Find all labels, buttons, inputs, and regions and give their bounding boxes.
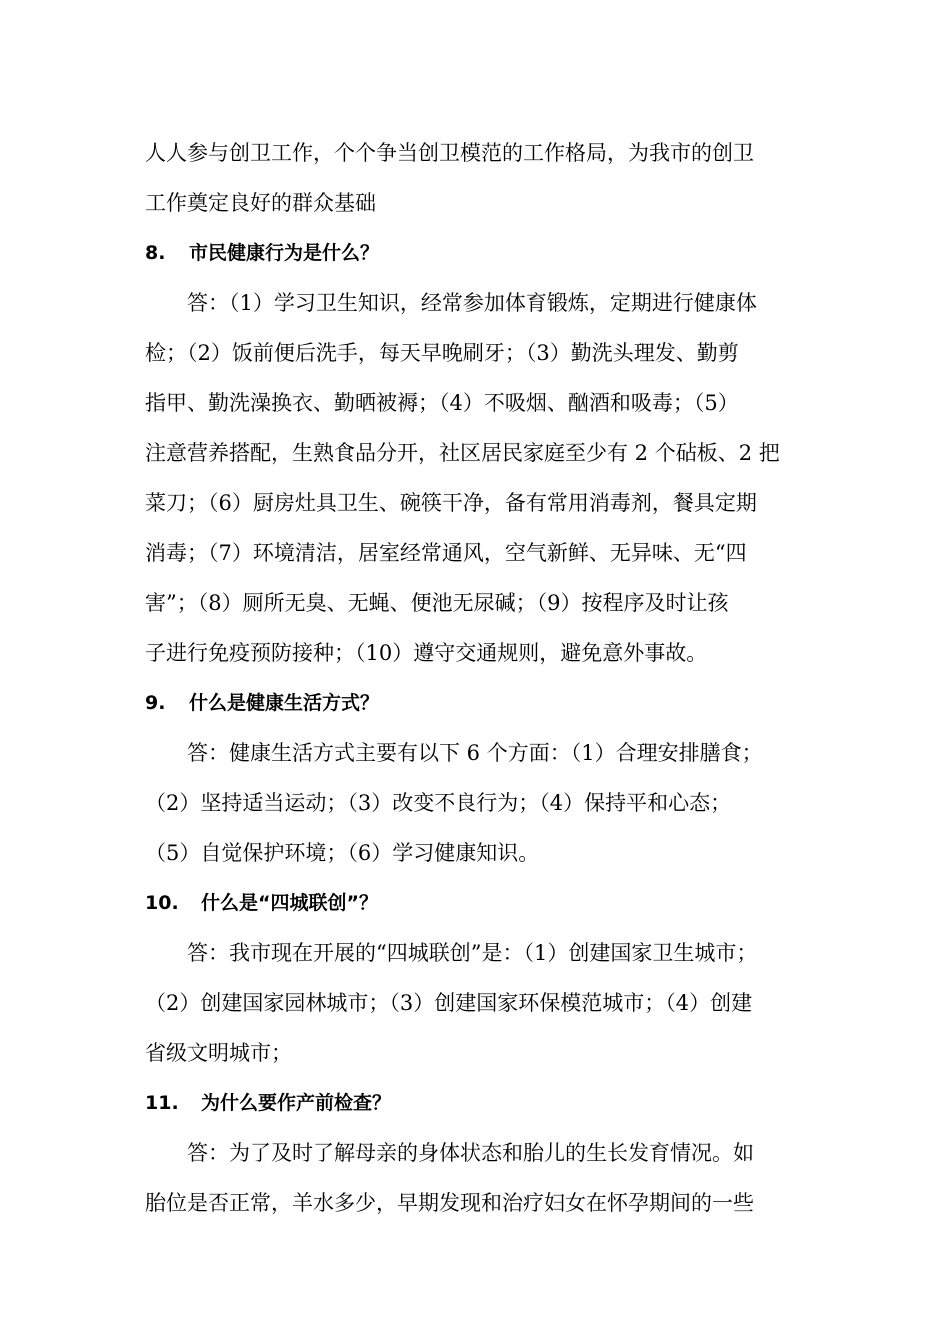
paragraph-line: 答：健康生活方式主要有以下 6 个方面：（1）合理安排膳食； <box>187 741 763 765</box>
paragraph-line: 检；（2）饭前便后洗手，每天早晚刷牙；（3）勤洗头理发、勤剪 <box>145 341 739 365</box>
question-text: 什么是健康生活方式？ <box>189 692 380 714</box>
question-text: 市民健康行为是什么？ <box>189 242 380 264</box>
answer-paragraph-10 <box>145 928 817 1078</box>
question-number: 9. <box>145 692 166 714</box>
intro-paragraph <box>145 128 817 228</box>
paragraph-line: 消毒；（7）环境清洁，居室经常通风，空气新鲜、无异味、无“四 <box>145 541 747 565</box>
question-heading-9 <box>145 678 817 728</box>
paragraph-line: 菜刀；（6）厨房灶具卫生、碗筷干净，备有常用消毒剂，餐具定期 <box>145 491 757 515</box>
paragraph-line: 答：我市现在开展的“四城联创”是：（1）创建国家卫生城市； <box>187 941 758 965</box>
paragraph-line: 人人参与创卫工作，个个争当创卫模范的工作格局，为我市的创卫 <box>145 141 754 165</box>
question-text: 什么是“四城联创”？ <box>201 892 378 914</box>
paragraph-line: 注意营养搭配，生熟食品分开，社区居民家庭至少有 2 个砧板、2 把 <box>145 441 780 465</box>
paragraph-line: 害”；（8）厕所无臭、无蝇、便池无尿碱；（9）按程序及时让孩 <box>145 591 729 615</box>
question-heading-10 <box>145 878 817 928</box>
question-number: 11. <box>145 1092 179 1114</box>
answer-paragraph-8 <box>145 278 817 678</box>
paragraph-line: （2）创建国家园林城市；（3）创建国家环保模范城市；（4）创建 <box>145 991 753 1015</box>
paragraph-line: 答：（1）学习卫生知识，经常参加体育锻炼，定期进行健康体 <box>187 291 757 315</box>
paragraph-line: 答：为了及时了解母亲的身体状态和胎儿的生长发育情况。如 <box>187 1141 754 1165</box>
question-number: 10. <box>145 892 179 914</box>
paragraph-line: 子进行免疫预防接种；（10）遵守交通规则，避免意外事故。 <box>145 641 708 665</box>
paragraph-line: 省级文明城市； <box>145 1041 292 1065</box>
question-heading-8 <box>145 228 817 278</box>
question-number: 8. <box>145 242 166 264</box>
paragraph-line: （5）自觉保护环境；（6）学习健康知识。 <box>145 841 540 865</box>
paragraph-line: 指甲、勤洗澡换衣、勤晒被褥；（4）不吸烟、酗酒和吸毒；（5） <box>145 391 739 415</box>
question-text: 为什么要作产前检查？ <box>201 1092 392 1114</box>
answer-paragraph-9 <box>145 728 817 878</box>
paragraph-line: 胎位是否正常，羊水多少，早期发现和治疗妇女在怀孕期间的一些 <box>145 1191 754 1215</box>
document-page <box>145 128 817 1228</box>
answer-paragraph-11 <box>145 1128 817 1228</box>
question-heading-11 <box>145 1078 817 1128</box>
paragraph-line: 工作奠定良好的群众基础 <box>145 191 376 215</box>
paragraph-line: （2）坚持适当运动；（3）改变不良行为；（4）保持平和心态； <box>145 791 732 815</box>
